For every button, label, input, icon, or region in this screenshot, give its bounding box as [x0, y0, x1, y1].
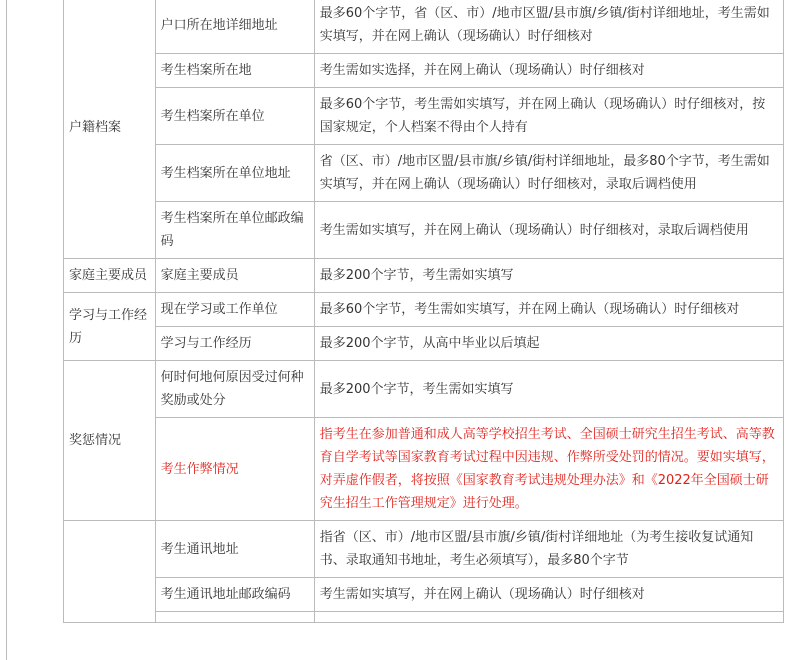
field-name: 考生档案所在地	[155, 54, 314, 88]
field-name: 学习与工作经历	[155, 327, 314, 361]
field-description-highlighted: 指考生在参加普通和成人高等学校招生考试、全国硕士研究生招生考试、高等教育自学考试等国家教育考试过程中因违规、作弊所受处罚的情况。要如实填写，对弄虚作假者，将按照《国家教育考试违规处理办法》和《2022年全国硕士研究生招生工作管理规定》进行处理。	[314, 418, 783, 521]
field-description: 最多60个字节，省（区、市）/地市区盟/县市旗/乡镇/街村详细地址，考生需如实填写，并在网上确认（现场确认）时仔细核对	[314, 0, 783, 54]
field-name: 考生档案所在单位地址	[155, 145, 314, 202]
category-cell: 家庭主要成员	[64, 259, 156, 293]
field-description: 考生需如实选择，并在网上确认（现场确认）时仔细核对	[314, 54, 783, 88]
field-description: 考生需如实填写，并在网上确认（现场确认）时仔细核对，录取后调档使用	[314, 202, 783, 259]
table-row	[64, 327, 784, 361]
category-cell: 奖惩情况	[64, 361, 156, 521]
category-cell: 户籍档案	[64, 0, 156, 259]
field-description: 考生需如实填写，并在网上确认（现场确认）时仔细核对	[314, 578, 783, 612]
category-cell: 学习与工作经历	[64, 293, 156, 361]
field-description: 最多200个字节，考生需如实填写	[314, 361, 783, 418]
field-name: 考生档案所在单位	[155, 88, 314, 145]
table-row	[64, 202, 784, 259]
field-description: 指省（区、市）/地市区盟/县市旗/乡镇/街村详细地址（为考生接收复试通知书、录取通知书地址，考生必须填写），最多80个字节	[314, 521, 783, 578]
outer-left-border	[6, 0, 7, 660]
field-description: 最多60个字节，考生需如实填写，并在网上确认（现场确认）时仔细核对，按国家规定，个人档案不得由个人持有	[314, 88, 783, 145]
table-row	[64, 0, 784, 54]
table-row	[64, 54, 784, 88]
table-row	[64, 293, 784, 327]
field-description: 最多60个字节，考生需如实填写，并在网上确认（现场确认）时仔细核对	[314, 293, 783, 327]
table-row	[64, 259, 784, 293]
field-name: 考生档案所在单位邮政编码	[155, 202, 314, 259]
field-name: 户口所在地详细地址	[155, 0, 314, 54]
table-row	[64, 521, 784, 578]
field-spec-table	[63, 0, 784, 623]
table-row	[64, 612, 784, 623]
field-name: 家庭主要成员	[155, 259, 314, 293]
field-description: 最多200个字节，考生需如实填写	[314, 259, 783, 293]
field-name: 现在学习或工作单位	[155, 293, 314, 327]
table-row	[64, 145, 784, 202]
table-row	[64, 88, 784, 145]
field-name: 何时何地何原因受过何种奖励或处分	[155, 361, 314, 418]
field-description	[314, 612, 783, 623]
field-name	[155, 612, 314, 623]
field-name: 考生通讯地址	[155, 521, 314, 578]
table-row	[64, 578, 784, 612]
field-name-highlighted: 考生作弊情况	[155, 418, 314, 521]
field-description: 最多200个字节，从高中毕业以后填起	[314, 327, 783, 361]
field-name: 考生通讯地址邮政编码	[155, 578, 314, 612]
category-cell	[64, 521, 156, 623]
field-description: 省（区、市）/地市区盟/县市旗/乡镇/街村详细地址，最多80个字节，考生需如实填写，并在网上确认（现场确认）时仔细核对，录取后调档使用	[314, 145, 783, 202]
table-row	[64, 418, 784, 521]
table-row	[64, 361, 784, 418]
